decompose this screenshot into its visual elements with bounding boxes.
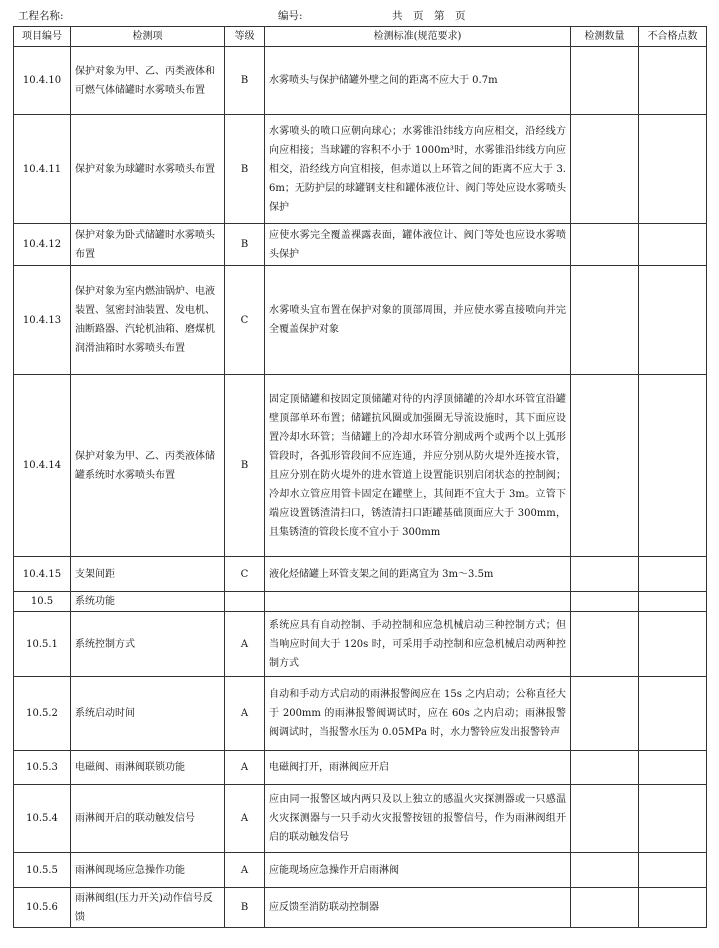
row-no: 10.4.11 bbox=[14, 115, 71, 224]
row-standard: 应由同一报警区域内两只及以上独立的感温火灾探测器或一只感温火灾探测器与一只手动火灾报警按钮的报警信号，作为雨淋阀组开启的联动触发信号 bbox=[265, 785, 571, 853]
col-header-fail: 不合格点数 bbox=[639, 27, 707, 47]
row-grade bbox=[225, 592, 265, 612]
row-fail bbox=[639, 751, 707, 785]
row-standard: 应能现场应急操作开启雨淋阀 bbox=[265, 853, 571, 888]
row-no: 10.5.5 bbox=[14, 853, 71, 888]
row-item: 保护对象为甲、乙、丙类液体储罐系统时水雾喷头布置 bbox=[71, 375, 225, 557]
row-item: 保护对象为卧式储罐时水雾喷头布置 bbox=[71, 224, 225, 266]
row-grade: B bbox=[225, 375, 265, 557]
row-item: 保护对象为室内燃油锅炉、电液装置、氢密封油装置、发电机、油断路器、汽轮机油箱、磨煤机润滑油箱时水雾喷头布置 bbox=[71, 266, 225, 375]
row-standard: 系统应具有自动控制、手动控制和应急机械启动三种控制方式；但当响应时间大于 120s 时，可采用手动控制和应急机械启动两种控制方式 bbox=[265, 612, 571, 677]
row-standard: 水雾喷头的喷口应朝向球心；水雾锥沿纬线方向应相交，沿经线方向应相接；当球罐的容积不小于 1000m³时，水雾锥沿纬线方向应相交，沿经线方向宜相接，但赤道以上环管之间的距离不应大于 3.6m；无防护层的球罐钢支柱和罐体液位计、阀门等处应设水雾喷头保护 bbox=[265, 115, 571, 224]
table-row bbox=[14, 677, 707, 751]
table-row bbox=[14, 592, 707, 612]
row-fail bbox=[639, 266, 707, 375]
row-item: 雨淋阀现场应急操作功能 bbox=[71, 853, 225, 888]
row-item: 雨淋阀开启的联动触发信号 bbox=[71, 785, 225, 853]
row-standard: 自动和手动方式启动的雨淋报警阀应在 15s 之内启动；公称直径大于 200mm 的雨淋报警阀调试时，应在 60s 之内启动；雨淋报警阀调试时，当报警水压为 0.05MPa 时，水力警铃应发出报警铃声 bbox=[265, 677, 571, 751]
row-grade: C bbox=[225, 266, 265, 375]
col-header-grade: 等级 bbox=[225, 27, 265, 47]
row-fail bbox=[639, 557, 707, 592]
row-count bbox=[571, 785, 639, 853]
row-standard: 水雾喷头与保护储罐外壁之间的距离不应大于 0.7m bbox=[265, 47, 571, 115]
table-row bbox=[14, 375, 707, 557]
row-item: 保护对象为球罐时水雾喷头布置 bbox=[71, 115, 225, 224]
row-count bbox=[571, 853, 639, 888]
row-no: 10.4.14 bbox=[14, 375, 71, 557]
table-row bbox=[14, 751, 707, 785]
row-count bbox=[571, 888, 639, 928]
row-fail bbox=[639, 888, 707, 928]
row-count bbox=[571, 677, 639, 751]
table-row bbox=[14, 266, 707, 375]
col-header-no: 项目编号 bbox=[14, 27, 71, 47]
row-fail bbox=[639, 375, 707, 557]
row-item: 电磁阀、雨淋阀联锁功能 bbox=[71, 751, 225, 785]
row-standard: 液化烃储罐上环管支架之间的距离宜为 3m～3.5m bbox=[265, 557, 571, 592]
table-header-row bbox=[14, 27, 707, 47]
row-no: 10.5.4 bbox=[14, 785, 71, 853]
row-fail bbox=[639, 677, 707, 751]
row-no: 10.5.2 bbox=[14, 677, 71, 751]
row-standard bbox=[265, 592, 571, 612]
col-header-item: 检测项 bbox=[71, 27, 225, 47]
table-row bbox=[14, 47, 707, 115]
row-grade: B bbox=[225, 115, 265, 224]
table-row bbox=[14, 115, 707, 224]
row-item: 系统启动时间 bbox=[71, 677, 225, 751]
table-row bbox=[14, 612, 707, 677]
row-no: 10.4.10 bbox=[14, 47, 71, 115]
row-count bbox=[571, 592, 639, 612]
row-no: 10.5.3 bbox=[14, 751, 71, 785]
row-grade: A bbox=[225, 612, 265, 677]
row-no: 10.5.1 bbox=[14, 612, 71, 677]
page-count-label: 共 页 第 页 bbox=[392, 10, 466, 22]
row-standard: 电磁阀打开，雨淋阀应开启 bbox=[265, 751, 571, 785]
row-count bbox=[571, 751, 639, 785]
row-item: 系统功能 bbox=[71, 592, 225, 612]
row-standard: 应反馈至消防联动控制器 bbox=[265, 888, 571, 928]
row-count bbox=[571, 612, 639, 677]
row-no: 10.5 bbox=[14, 592, 71, 612]
row-standard: 固定顶储罐和按固定顶储罐对待的内浮顶储罐的冷却水环管宜沿罐壁顶部单环布置；储罐抗风圈或加强圈无导流设施时，其下面应设置冷却水环管；当储罐上的冷却水环管分割成两个或两个以上弧形管段时，各弧形管段间不应连通，并应分别从防火堤外连接水管，且应分别在防火堤外的进水管道上设置能识别启闭状态的控制阀；冷却水立管应用管卡固定在罐壁上，其间距不宜大于 3m。立管下端应设置锈渣清扫口，锈渣清扫口距罐基础顶面应大于 300mm，且集锈渣的管段长度不宜小于 300mm bbox=[265, 375, 571, 557]
table-row bbox=[14, 888, 707, 928]
row-item: 系统控制方式 bbox=[71, 612, 225, 677]
number-label: 编号: bbox=[278, 10, 303, 22]
table-row bbox=[14, 853, 707, 888]
row-count bbox=[571, 47, 639, 115]
row-fail bbox=[639, 853, 707, 888]
row-no: 10.5.6 bbox=[14, 888, 71, 928]
row-standard: 水雾喷头宜布置在保护对象的顶部周围，并应使水雾直接喷向并完全覆盖保护对象 bbox=[265, 266, 571, 375]
row-no: 10.4.13 bbox=[14, 266, 71, 375]
row-standard: 应使水雾完全覆盖裸露表面，罐体液位计、阀门等处也应设水雾喷头保护 bbox=[265, 224, 571, 266]
row-fail bbox=[639, 115, 707, 224]
row-grade: A bbox=[225, 751, 265, 785]
row-fail bbox=[639, 592, 707, 612]
row-no: 10.4.15 bbox=[14, 557, 71, 592]
row-no: 10.4.12 bbox=[14, 224, 71, 266]
row-item: 雨淋阀组(压力开关)动作信号反馈 bbox=[71, 888, 225, 928]
row-count bbox=[571, 375, 639, 557]
row-fail bbox=[639, 47, 707, 115]
table-row bbox=[14, 557, 707, 592]
row-item: 保护对象为甲、乙、丙类液体和可燃气体储罐时水雾喷头布置 bbox=[71, 47, 225, 115]
table-row bbox=[14, 224, 707, 266]
row-grade: C bbox=[225, 557, 265, 592]
col-header-count: 检测数量 bbox=[571, 27, 639, 47]
row-fail bbox=[639, 785, 707, 853]
row-fail bbox=[639, 224, 707, 266]
inspection-table bbox=[13, 26, 707, 928]
row-item: 支架间距 bbox=[71, 557, 225, 592]
row-grade: A bbox=[225, 677, 265, 751]
row-grade: B bbox=[225, 47, 265, 115]
row-grade: B bbox=[225, 888, 265, 928]
row-count bbox=[571, 224, 639, 266]
col-header-standard: 检测标准(规范要求) bbox=[265, 27, 571, 47]
project-name-label: 工程名称: bbox=[18, 10, 64, 22]
page-header bbox=[0, 8, 719, 24]
row-grade: A bbox=[225, 785, 265, 853]
row-count bbox=[571, 115, 639, 224]
row-count bbox=[571, 557, 639, 592]
row-grade: B bbox=[225, 224, 265, 266]
row-fail bbox=[639, 612, 707, 677]
table-row bbox=[14, 785, 707, 853]
row-count bbox=[571, 266, 639, 375]
row-grade: A bbox=[225, 853, 265, 888]
